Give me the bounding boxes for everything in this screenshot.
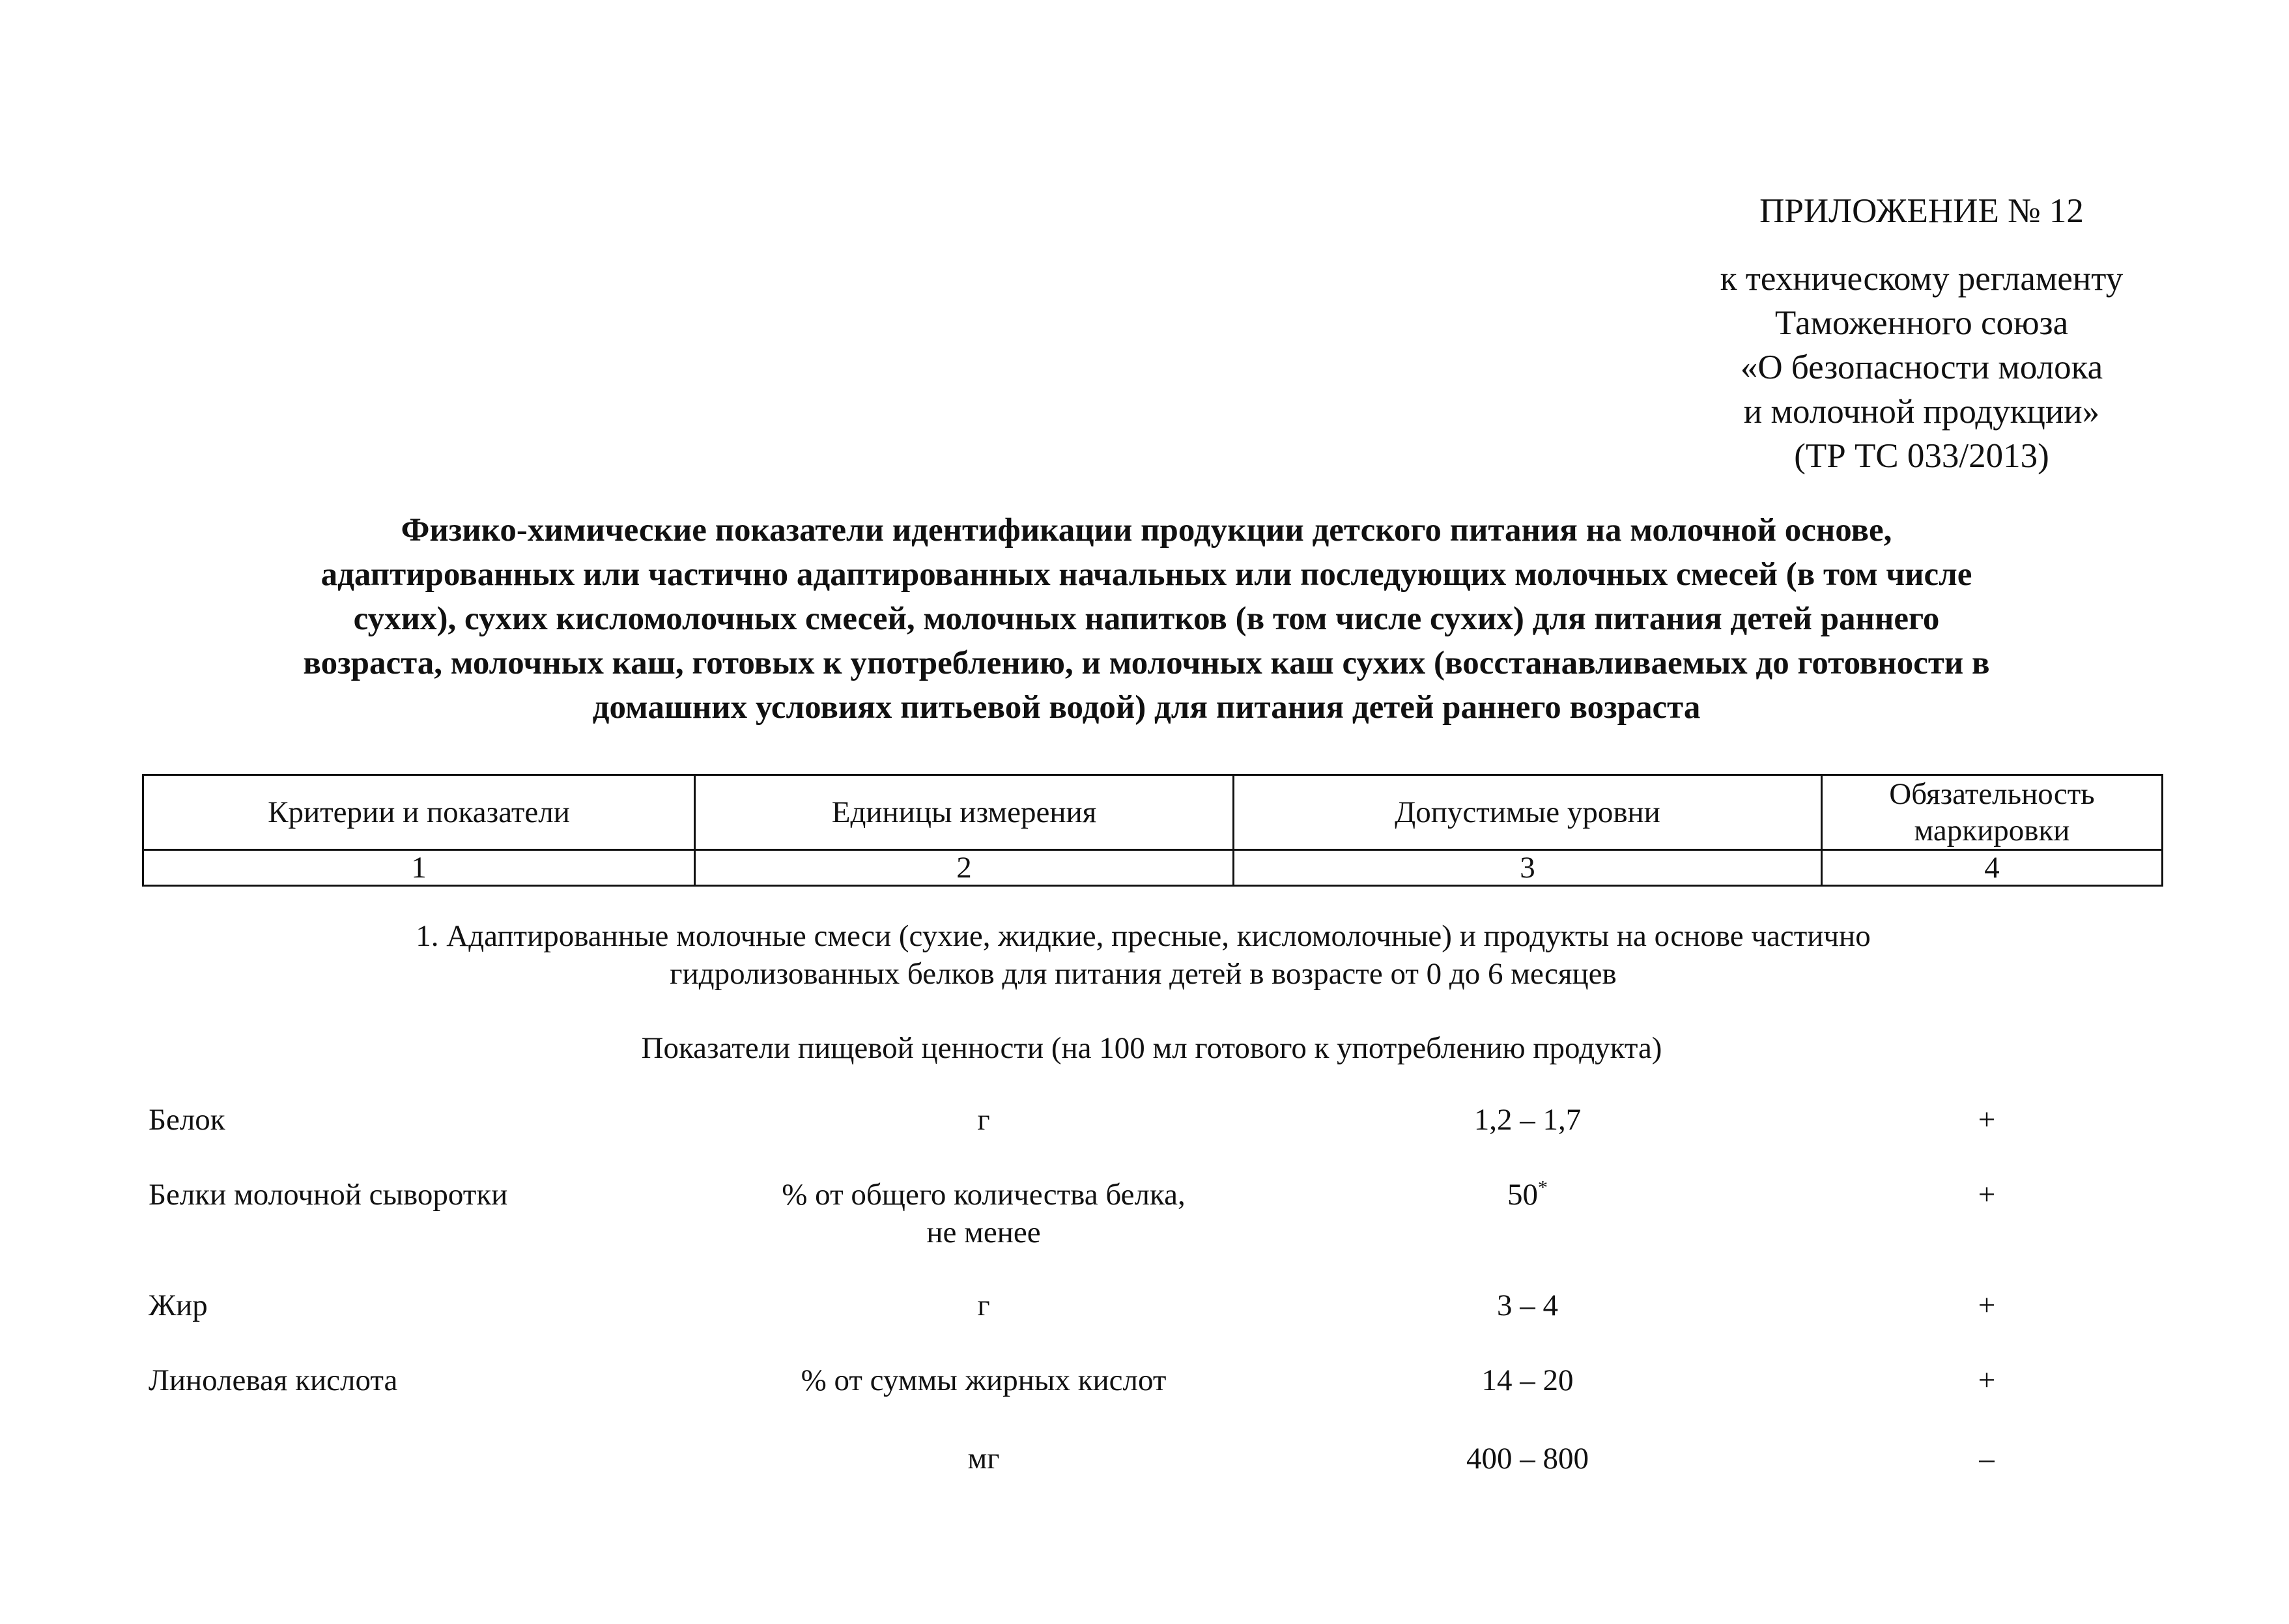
column-number: 3: [1234, 850, 1822, 886]
document-title-line: адаптированных или частично адаптированных начальных или последующих молочных смесей (в том числе: [320, 556, 1972, 593]
header-marking: Обязательность маркировки: [1822, 775, 2163, 850]
section-caption-line: 1. Адаптированные молочные смеси (сухие, жидкие, пресные, кисломолочные) и продукты на основе частично: [416, 919, 1871, 953]
indicator-level-value: 14 – 20: [1481, 1363, 1574, 1397]
annex-line: и молочной продукции»: [1743, 393, 2100, 431]
indicator-name: Белок: [149, 1103, 225, 1137]
column-number: 1: [143, 850, 695, 886]
document-title-line: домашних условиях питьевой водой) для питания детей раннего возраста: [592, 689, 1701, 726]
indicator-unit: [690, 1440, 1277, 1477]
document-title-line: возраста, молочных каш, готовых к употреблению, и молочных каш сухих (восстанавливаемых до готовности в: [303, 645, 1990, 681]
subsection-caption: Показатели пищевой ценности (на 100 мл готового к употреблению продукта): [641, 1031, 1662, 1065]
indicator-unit-line: мг: [967, 1442, 1000, 1475]
section-caption: [248, 917, 2039, 993]
header-criteria: Критерии и показатели: [143, 775, 695, 850]
indicator-marking: +: [1978, 1289, 1996, 1322]
indicator-name: Жир: [149, 1289, 208, 1322]
footnote-asterisk: *: [1538, 1176, 1548, 1199]
indicator-name: Белки молочной сыворотки: [149, 1178, 508, 1212]
annex-header: [1589, 189, 2254, 478]
annex-line: Таможенного союза: [1774, 304, 2069, 342]
indicator-level: [1332, 1440, 1723, 1477]
indicator-unit: [690, 1361, 1277, 1399]
column-number: 2: [695, 850, 1234, 886]
indicator-unit-line: % от суммы жирных кислот: [801, 1363, 1167, 1397]
indicator-unit-line: г: [977, 1103, 990, 1137]
indicator-marking: +: [1978, 1178, 1996, 1212]
indicator-unit: [690, 1101, 1277, 1139]
indicator-level-value: 1,2 – 1,7: [1473, 1103, 1582, 1137]
annex-line: «О безопасности молока: [1740, 349, 2103, 386]
table-header-row: [143, 775, 2163, 850]
indicator-marking: –: [1979, 1442, 1995, 1475]
indicator-unit-line: г: [977, 1289, 990, 1322]
indicator-level: [1332, 1101, 1723, 1139]
indicator-level-value: 50: [1507, 1178, 1538, 1212]
section-caption-line: гидролизованных белков для питания детей в возрасте от 0 до 6 месяцев: [670, 957, 1617, 991]
criteria-table: [142, 774, 2163, 887]
annex-line: к техническому регламенту: [1720, 260, 2124, 298]
header-levels: Допустимые уровни: [1234, 775, 1822, 850]
indicator-name: Линолевая кислота: [149, 1363, 398, 1397]
annex-line: (ТР ТС 033/2013): [1794, 437, 2049, 475]
column-number: 4: [1822, 850, 2163, 886]
header-units: Единицы измерения: [695, 775, 1234, 850]
indicator-level-value: 400 – 800: [1466, 1442, 1589, 1475]
indicator-level: [1332, 1361, 1723, 1399]
indicator-unit-line: % от общего количества белка,: [782, 1178, 1186, 1212]
document-title-line: Физико-химические показатели идентификации продукции детского питания на молочной основе,: [401, 512, 1892, 548]
indicator-unit: [690, 1287, 1277, 1324]
table-number-row: [143, 850, 2163, 886]
indicator-level-value: 3 – 4: [1497, 1289, 1558, 1322]
annex-title: ПРИЛОЖЕНИЕ № 12: [1759, 192, 2084, 230]
indicator-unit: [690, 1176, 1277, 1251]
indicator-marking: +: [1978, 1363, 1996, 1397]
indicator-level: [1332, 1176, 1723, 1214]
indicator-level: [1332, 1287, 1723, 1324]
document-title-line: сухих), сухих кисломолочных смесей, молочных напитков (в том числе сухих) для питания детей раннего: [353, 601, 1940, 637]
document-title: [130, 508, 2163, 730]
indicator-marking: +: [1978, 1103, 1996, 1137]
indicator-unit-line: не менее: [926, 1216, 1041, 1249]
